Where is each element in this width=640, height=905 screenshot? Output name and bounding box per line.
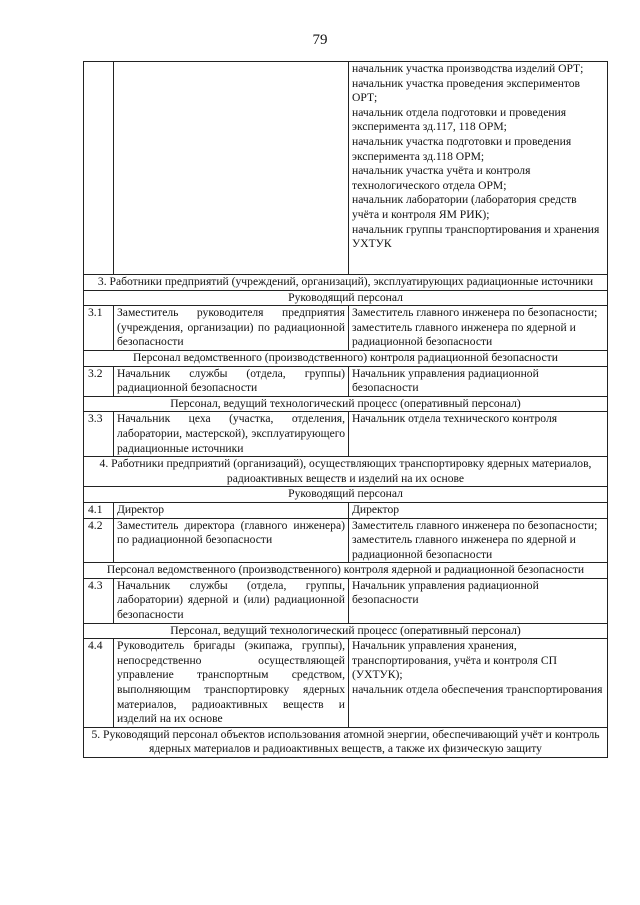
position-cell: Заместитель директора (главного инженера) по радиационной безопасности: [114, 518, 349, 563]
position-cell: Начальник службы (отдела, группы, лаборатории) ядерной и (или) радиационной безопасности: [114, 578, 349, 623]
certifier-line: Начальник управления хранения, транспортирования, учёта и контроля СП (УХТУК);: [352, 639, 557, 682]
sub-heading-row: [84, 487, 608, 503]
row-number: 4.4: [84, 639, 114, 728]
list-item: начальник группы транспортирования и хранения УХТУК: [352, 222, 600, 251]
position-cell: Заместитель руководителя предприятия (учреждения, организации) по радиационной безопасности: [114, 306, 349, 351]
certifier-cell: Начальник управления радиационной безопасности: [349, 578, 608, 623]
section-3-subheading-management: Руководящий персонал: [84, 290, 608, 306]
section-4-subheading-management: Руководящий персонал: [84, 487, 608, 503]
certifier-line: начальник отдела обеспечения транспортирования: [352, 683, 603, 697]
section-3-subheading-operational: Персонал, ведущий технологический процесс (оперативный персонал): [84, 396, 608, 412]
row-number: 3.1: [84, 306, 114, 351]
list-item: начальник участка проведения экспериментов ОРТ;: [352, 76, 581, 105]
section-4-subheading-control: Персонал ведомственного (производственного) контроля ядерной и радиационной безопасности: [84, 563, 608, 579]
section-5-title: 5. Руководящий персонал объектов использования атомной энергии, обеспечивающий учёт и контроль ядерных материалов и радиоактивных веществ, а также их физическую защиту: [84, 727, 608, 757]
row-number: 4.1: [84, 502, 114, 518]
section-heading-row: [84, 727, 608, 757]
row-number: 4.3: [84, 578, 114, 623]
position-cell: Руководитель бригады (экипажа, группы), непосредственно осуществляющей управление транспортным средством, выполняющим транспортировку ядерных материалов, радиоактивных веществ и изделий на их основе: [114, 639, 349, 728]
section-heading-row: [84, 275, 608, 291]
list-item: начальник лаборатории (лаборатория средств учёта и контроля ЯМ РИК);: [352, 193, 577, 221]
section-3-subheading-control: Персонал ведомственного (производственного) контроля радиационной безопасности: [84, 350, 608, 366]
certifier-cell: [349, 518, 608, 563]
row-number: 3.3: [84, 412, 114, 457]
list-item: начальник участка подготовки и проведения эксперимента зд.118 ОРМ;: [352, 134, 572, 163]
position-cell: Начальник службы (отдела, группы) радиационной безопасности: [114, 366, 349, 396]
list-item: начальник отдела подготовки и проведения эксперимента зд.117, 118 ОРМ;: [352, 105, 567, 134]
table-row: [84, 518, 608, 563]
position-cell: Начальник цеха (участка, отделения, лаборатории, мастерской), эксплуатирующего радиационные источники: [114, 412, 349, 457]
section-4-title: 4. Работники предприятий (организаций), осуществляющих транспортировку ядерных материалов, радиоактивных веществ и изделий на их основе: [84, 457, 608, 487]
certification-table: [83, 61, 608, 758]
table-row: [84, 62, 608, 275]
table-row: [84, 502, 608, 518]
page-number: 79: [312, 32, 328, 48]
certifier-cell: [349, 639, 608, 728]
position-cell: Директор: [114, 502, 349, 518]
cell-certifier: [349, 62, 608, 275]
row-number: 3.2: [84, 366, 114, 396]
table-row: [84, 412, 608, 457]
list-item: начальник участка учёта и контроля технологического отдела ОРМ;: [352, 164, 531, 192]
sub-heading-row: [84, 290, 608, 306]
cell-position: [114, 62, 349, 275]
section-heading-row: [84, 457, 608, 487]
row-number: 4.2: [84, 518, 114, 563]
certifier-line: заместитель главного инженера по ядерной и радиационной безопасности: [352, 533, 576, 561]
certifier-cell: [349, 306, 608, 351]
certifier-line: Заместитель главного инженера по безопасности;: [352, 518, 598, 532]
certifier-line: Заместитель главного инженера по безопасности;: [352, 306, 598, 320]
list-item: начальник участка производства изделий ОРТ;: [352, 62, 584, 75]
section-4-subheading-operational: Персонал, ведущий технологический процесс (оперативный персонал): [84, 623, 608, 639]
certifier-cell: Начальник управления радиационной безопасности: [349, 366, 608, 396]
table-row: [84, 639, 608, 728]
continued-roles-list: [352, 62, 604, 252]
certifier-cell: Начальник отдела технического контроля: [349, 412, 608, 457]
certifier-line: заместитель главного инженера по ядерной и радиационной безопасности: [352, 320, 576, 349]
section-3-title: 3. Работники предприятий (учреждений, организаций), эксплуатирующих радиационные источники: [84, 275, 608, 291]
table-row: [84, 578, 608, 623]
sub-heading-row: [84, 396, 608, 412]
cell-num: [84, 62, 114, 275]
sub-heading-row: [84, 623, 608, 639]
certifier-cell: Директор: [349, 502, 608, 518]
sub-heading-row: [84, 563, 608, 579]
sub-heading-row: [84, 350, 608, 366]
table-row: [84, 366, 608, 396]
table-row: [84, 306, 608, 351]
